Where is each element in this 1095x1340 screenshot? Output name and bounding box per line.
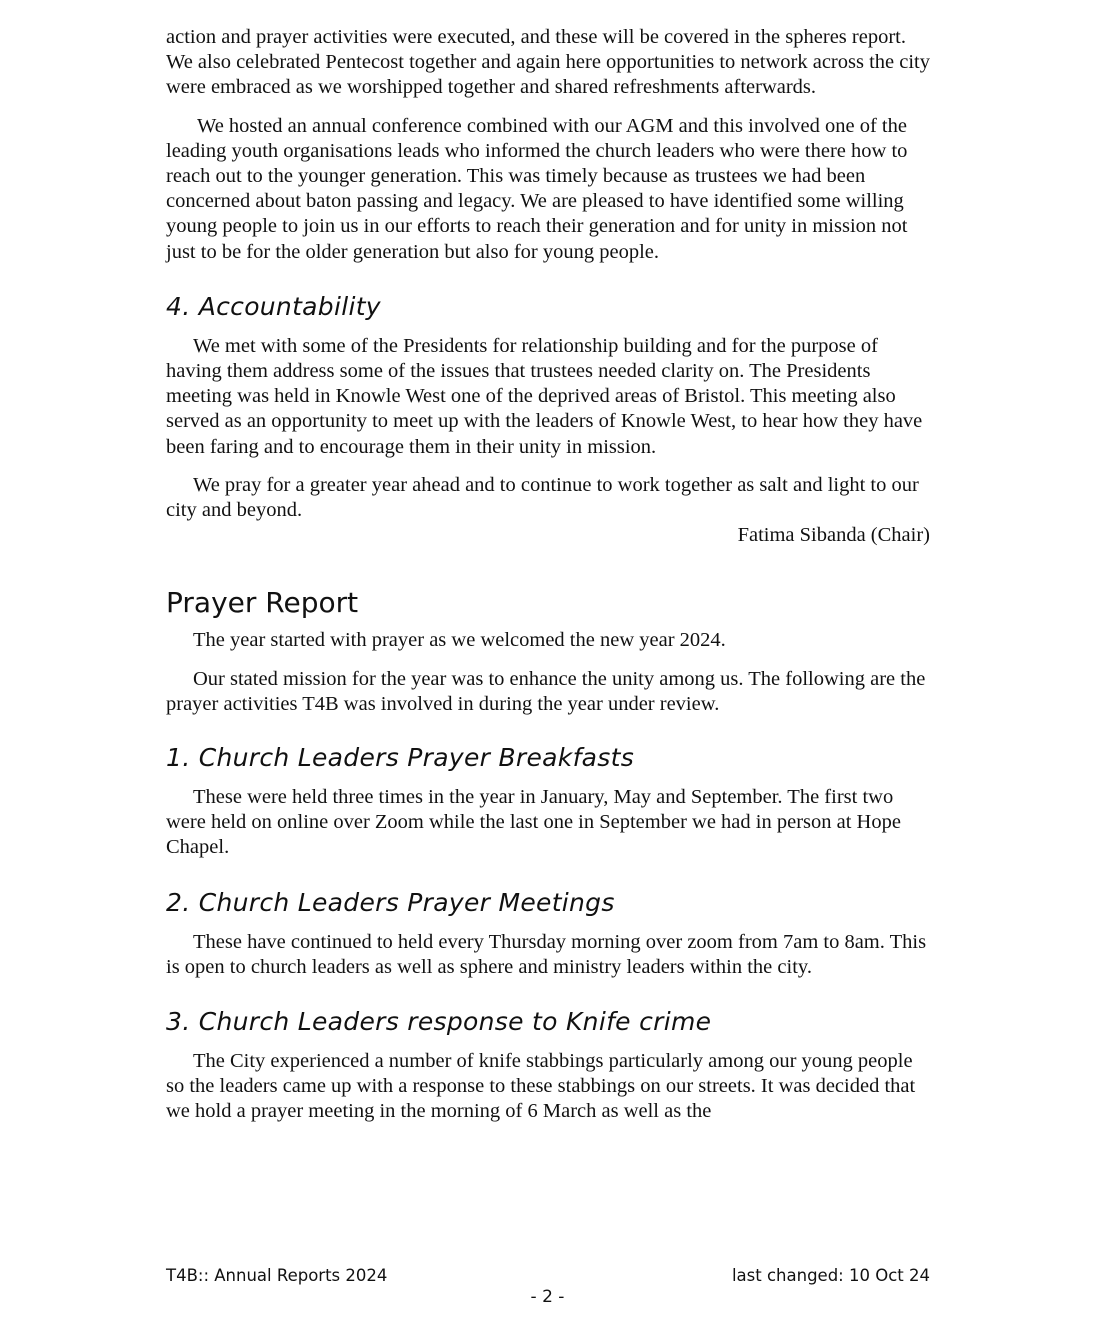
prayer-report-heading: Prayer Report: [166, 586, 359, 620]
intro-paragraph-1: action and prayer activities were executed, and these will be covered in the spheres report. We also celebrated Pentecost together and again here opportunities to network across the city were embraced as we worshipped together and shared refreshments afterwards.: [166, 26, 930, 99]
document-page: [166, 25, 930, 1138]
breakfasts-paragraph: These were held three times in the year in January, May and September. The first two were held on online over Zoom while the last one in September we had in person at Hope Chapel.: [166, 786, 901, 859]
footer-last-changed: last changed: 10 Oct 24: [731, 1266, 930, 1285]
knife-crime-paragraph: The City experienced a number of knife stabbings particularly among our young people so the leaders came up with a response to these stabbings on our streets. It was decided that we hold a prayer meeting in the morning of 6 March as well as the: [166, 1050, 916, 1123]
meetings-heading: 2. Church Leaders Prayer Meetings: [166, 887, 615, 917]
footer-report-title: T4B:: Annual Reports 2024: [166, 1266, 388, 1285]
accountability-paragraph-1: We met with some of the Presidents for relationship building and for the purpose of having them address some of the issues that trustees needed clarity on. The Presidents meeting was held in Knowle West one of the deprived areas of Bristol. This meeting also served as an opportunity to meet up with the leaders of Knowle West, to hear how they have been faring and to encourage them in their unity in mission.: [166, 334, 923, 458]
intro-paragraph-2: We hosted an annual conference combined with our AGM and this involved one of the leading youth organisations leads who informed the church leaders who were there how to reach out to the younger generation. This was timely because as trustees we had been concerned about baton passing and legacy. We are pleased to have identified some willing young people to join us in our efforts to reach their generation and for unity in mission not just to be for the older generation but also for young people.: [166, 114, 908, 263]
accountability-paragraph-2: We pray for a greater year ahead and to continue to work together as salt and light to our city and beyond.: [166, 473, 919, 522]
accountability-heading: 4. Accountability: [166, 291, 381, 321]
knife-crime-heading: 3. Church Leaders response to Knife crime: [166, 1007, 712, 1037]
prayer-report-paragraph-2: Our stated mission for the year was to enhance the unity among us. The following are the prayer activities T4B was involved in during the year under review.: [166, 667, 926, 715]
breakfasts-heading: 1. Church Leaders Prayer Breakfasts: [166, 743, 635, 773]
signature: Fatima Sibanda (Chair): [737, 524, 930, 547]
meetings-paragraph: These have continued to held every Thursday morning over zoom from 7am to 8am. This is open to church leaders as well as sphere and ministry leaders within the city.: [166, 930, 927, 978]
prayer-report-paragraph-1: The year started with prayer as we welcomed the new year 2024.: [193, 629, 726, 652]
page-number: - 2 -: [530, 1287, 565, 1307]
